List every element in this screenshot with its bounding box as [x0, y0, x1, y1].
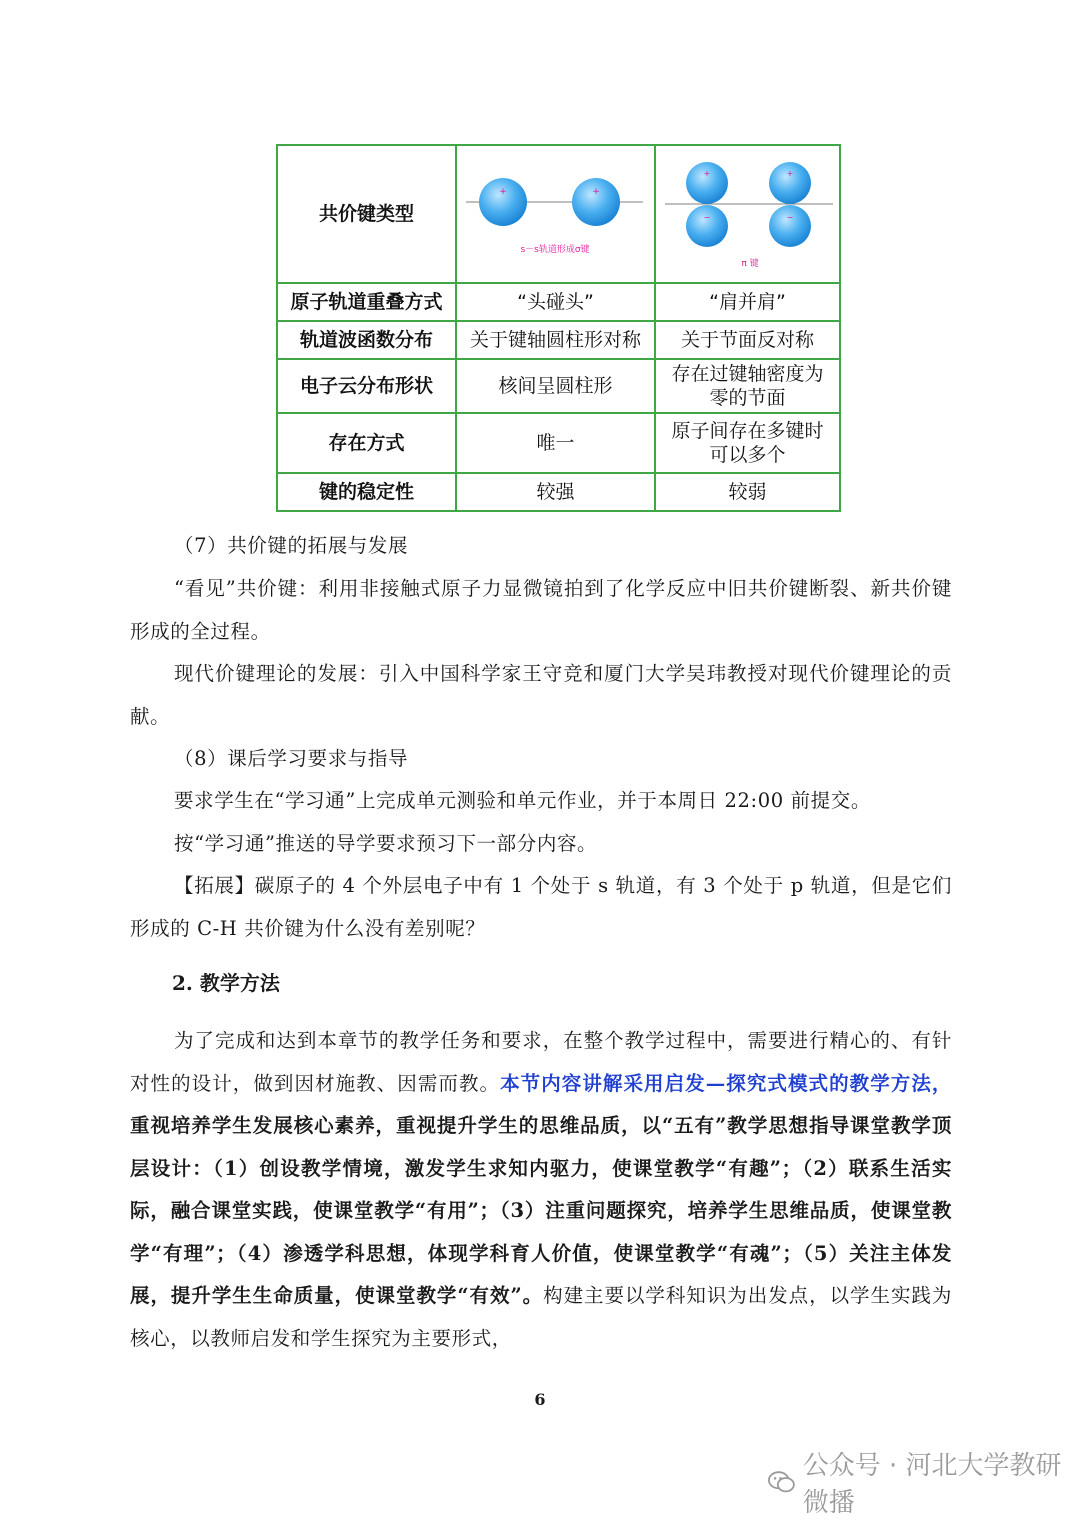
row-header: 原子轨道重叠方式: [277, 283, 456, 321]
phase-plus-right: +: [592, 187, 600, 197]
phase-plus: +: [786, 169, 794, 178]
paragraph-extension-question: 【拓展】碳原子的 4 个外层电子中有 1 个处于 s 轨道，有 3 个处于 p 轨道，但是它们形成的 C-H 共价键为什么没有差别呢？: [130, 874, 952, 940]
sigma-orbital-figure: [458, 146, 653, 276]
pi-cell: 较弱: [655, 473, 840, 511]
sigma-cell: 唯一: [456, 413, 655, 473]
pi-bond-diagram: [655, 145, 840, 283]
sigma-cell: “头碰头”: [456, 283, 655, 321]
pi-caption: π 键: [741, 259, 759, 269]
sigma-cell: 核间呈圆柱形: [456, 359, 655, 413]
method-intro: 为了完成和达到本章节的教学任务和要求，在整个教学过程中，需要进行精心的、有针对性的设计，做到因材施教、因需而教。: [130, 1029, 952, 1095]
phase-minus: −: [786, 213, 794, 222]
table-row: [277, 145, 840, 283]
sigma-pi-comparison-table: [276, 144, 841, 512]
paragraph-requirements: 要求学生在“学习通”上完成单元测验和单元作业，并于本周日 22:00 前提交。: [174, 789, 871, 812]
sigma-cell: 关于键轴圆柱形对称: [456, 321, 655, 359]
subheading-homework: （8）课后学习要求与指导: [174, 747, 409, 770]
paragraph-vb-theory: 现代价键理论的发展：引入中国科学家王守竞和厦门大学吴玮教授对现代价键理论的贡献。: [130, 662, 952, 728]
phase-plus: +: [703, 169, 711, 178]
row-header: 轨道波函数分布: [277, 321, 456, 359]
paragraph-preview: 按“学习通”推送的导学要求预习下一部分内容。: [174, 832, 598, 855]
phase-plus-left: +: [499, 187, 507, 197]
sigma-bond-diagram: [456, 145, 655, 283]
table-row: [277, 359, 840, 413]
table-row: [277, 321, 840, 359]
sigma-cell: 较强: [456, 473, 655, 511]
comparison-table-container: [276, 144, 839, 512]
method-bold: 重视培养学生发展核心素养，重视提升学生的思维品质，以“五有”教学思想指导课堂教学顶层设计：（1）创设教学情境，激发学生求知内驱力，使课堂教学“有趣”；（2）联系生活实际，融合课堂实践，使课堂教学“有用”；（3）注重问题探究，培养学生思维品质，使课堂教学“有理”；（4）渗透学科思想，体现学科育人价值，使课堂教学“有魂”；（5）关注主体发展，提升学生生命质量，使课堂教学“有效”。: [130, 1114, 952, 1307]
pi-orbital-figure: [657, 146, 838, 276]
pi-cell: 存在过键轴密度为零的节面: [655, 359, 840, 413]
wechat-icon: [768, 1469, 795, 1495]
phase-minus: −: [703, 213, 711, 222]
row-header: 存在方式: [277, 413, 456, 473]
paragraph-seeing-bond: “看见”共价键：利用非接触式原子力显微镜拍到了化学反应中旧共价键断裂、新共价键形成的全过程。: [130, 577, 952, 643]
pi-cell: 原子间存在多键时可以多个: [655, 413, 840, 473]
s-orbital-left: [479, 178, 527, 226]
table-row: [277, 283, 840, 321]
method-highlight: 本节内容讲解采用启发—探究式模式的教学方法，: [500, 1071, 952, 1095]
row-header: 共价键类型: [277, 145, 456, 283]
s-orbital-right: [572, 178, 620, 226]
watermark-text: 公众号 · 河北大学教研微播: [802, 1451, 1062, 1518]
p-lobe-bottom-left: [686, 205, 728, 247]
row-header: 键的稳定性: [277, 473, 456, 511]
sigma-caption: s－s轨道形成σ键: [520, 245, 590, 255]
row-header: 电子云分布形状: [277, 359, 456, 413]
watermark: [768, 1451, 1080, 1518]
method-tail: 构建主要以学科知识为出发点，以学生实践为核心，以教师启发和学生探究为主要形式，: [130, 1284, 952, 1350]
table-row: [277, 413, 840, 473]
paragraph-teaching-method: [130, 1020, 952, 1360]
pi-cell: 关于节面反对称: [655, 321, 840, 359]
table-row: [277, 473, 840, 511]
p-lobe-bottom-right: [769, 205, 811, 247]
pi-cell: “肩并肩”: [655, 283, 840, 321]
subheading-extension: （7）共价键的拓展与发展: [174, 534, 409, 557]
section-title: 2. 教学方法: [172, 971, 280, 995]
page-number: 6: [534, 1390, 546, 1409]
